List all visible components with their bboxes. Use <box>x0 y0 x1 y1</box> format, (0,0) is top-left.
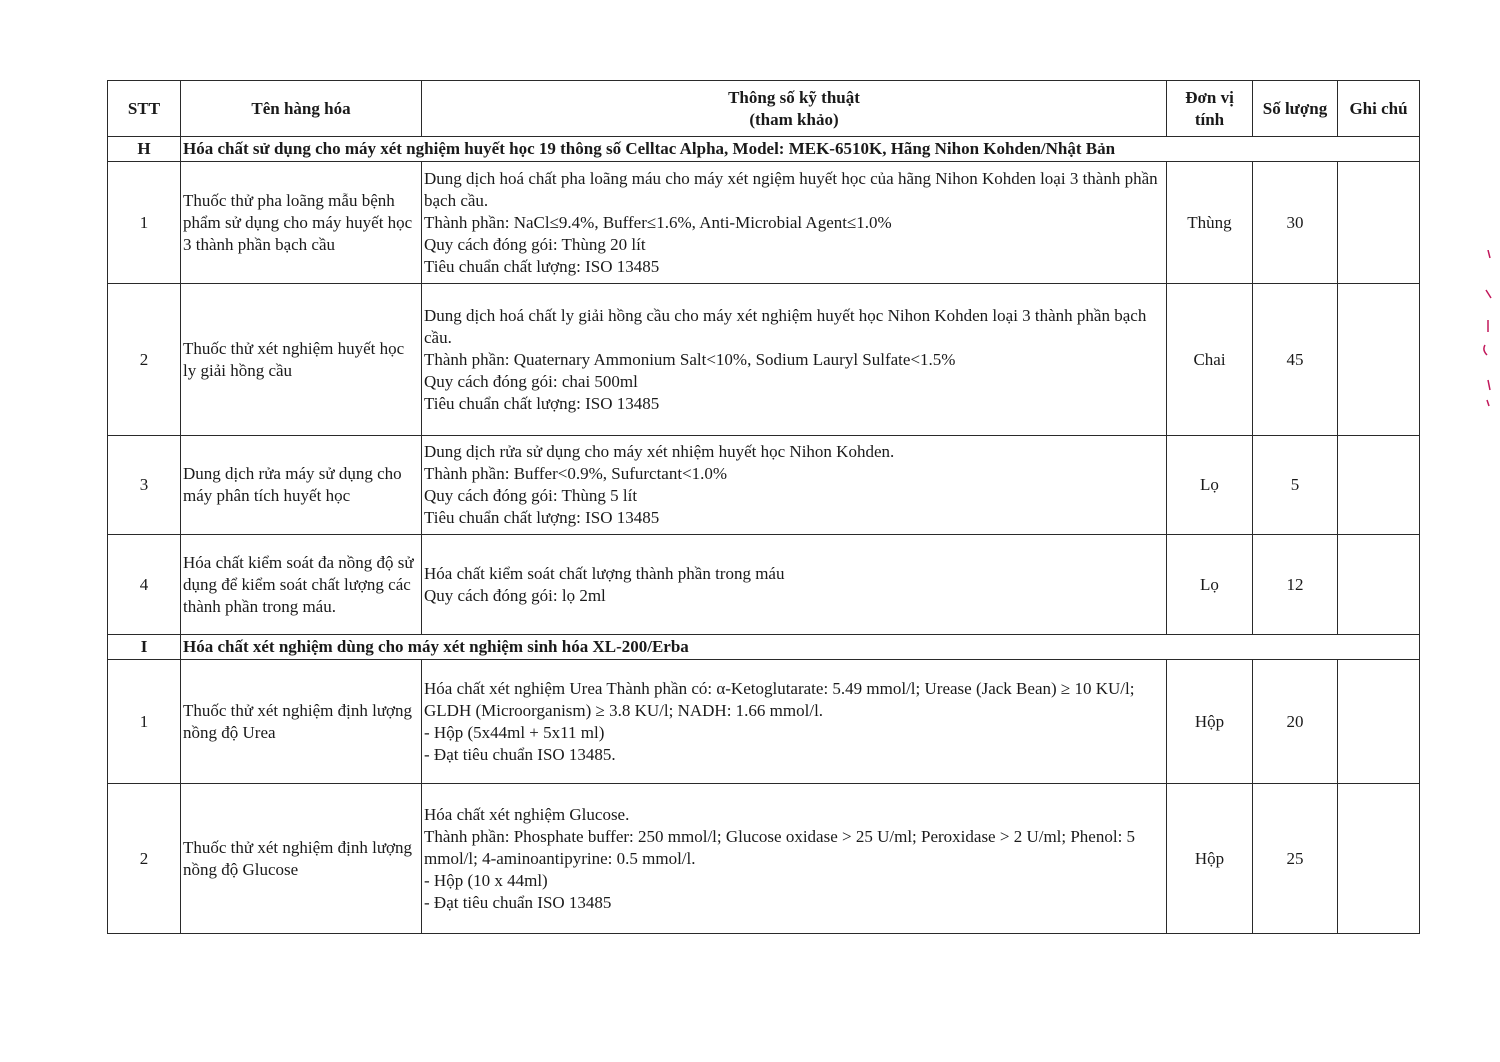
spec-line: Dung dịch hoá chất pha loãng máu cho máy xét ngiệm huyết học của hãng Nihon Kohden loại 3 thành phần bạch cầu. <box>424 168 1158 210</box>
header-unit-line2: tính <box>1194 109 1225 129</box>
section-row-h <box>108 137 1420 162</box>
row-note <box>1338 784 1420 934</box>
spec-line: - Hộp (5x44ml + 5x11 ml) <box>424 722 605 742</box>
section-code: I <box>108 635 181 660</box>
row-name: Thuốc thử xét nghiệm huyết học ly giải hồng cầu <box>181 284 422 436</box>
procurement-table <box>107 80 1420 934</box>
spec-line: Thành phần: Phosphate buffer: 250 mmol/l; Glucose oxidase > 25 U/ml; Peroxidase > 2 U/ml; Phenol: 5 mmol/l; 4-aminoantipyrine: 0.5 mmol/l. <box>424 826 1136 868</box>
row-spec <box>422 660 1167 784</box>
row-name: Hóa chất kiểm soát đa nồng độ sử dụng để kiểm soát chất lượng các thành phần trong máu. <box>181 535 422 635</box>
row-stt: 4 <box>108 535 181 635</box>
row-qty: 45 <box>1253 284 1338 436</box>
spec-line: - Hộp (10 x 44ml) <box>424 870 548 890</box>
row-qty: 5 <box>1253 436 1338 535</box>
spec-line: Tiêu chuẩn chất lượng: ISO 13485 <box>424 508 660 527</box>
header-stt: STT <box>108 81 181 137</box>
header-spec <box>422 81 1167 137</box>
spec-line: Dung dịch hoá chất ly giải hồng cầu cho máy xét nghiệm huyết học Nihon Kohden loại 3 thành phần bạch cầu. <box>424 305 1147 347</box>
spec-line: - Đạt tiêu chuẩn ISO 13485 <box>424 892 612 912</box>
row-note <box>1338 162 1420 284</box>
row-unit: Lọ <box>1167 436 1253 535</box>
row-stt: 2 <box>108 784 181 934</box>
section-title: Hóa chất sử dụng cho máy xét nghiệm huyết học 19 thông số Celltac Alpha, Model: MEK-6510K, Hãng Nihon Kohden/Nhật Bản <box>181 137 1420 162</box>
row-unit: Chai <box>1167 284 1253 436</box>
section-code: H <box>108 137 181 162</box>
row-note <box>1338 660 1420 784</box>
spec-line: Thành phần: NaCl≤9.4%, Buffer≤1.6%, Anti-Microbial Agent≤1.0% <box>424 212 892 232</box>
row-note <box>1338 436 1420 535</box>
spec-line: Hóa chất xét nghiệm Glucose. <box>424 804 630 824</box>
row-stt: 3 <box>108 436 181 535</box>
table-row <box>108 436 1420 535</box>
row-qty: 30 <box>1253 162 1338 284</box>
row-spec <box>422 784 1167 934</box>
row-spec <box>422 436 1167 535</box>
table-row <box>108 660 1420 784</box>
header-spec-line1: Thông số kỹ thuật <box>728 87 860 107</box>
spec-line: - Đạt tiêu chuẩn ISO 13485. <box>424 744 616 764</box>
row-unit: Lọ <box>1167 535 1253 635</box>
spec-line: Thành phần: Buffer<0.9%, Sufurctant<1.0% <box>424 464 728 483</box>
spec-line: Tiêu chuẩn chất lượng: ISO 13485 <box>424 393 660 413</box>
row-stt: 2 <box>108 284 181 436</box>
spec-line: Hóa chất xét nghiệm Urea Thành phần có: α-Ketoglutarate: 5.49 mmol/l; Urease (Jack Bean) ≥ 10 KU/l; GLDH (Microorganism) ≥ 3.8 KU/l; NADH: 1.66 mmol/l. <box>424 678 1135 720</box>
header-row <box>108 81 1420 137</box>
spec-line: Quy cách đóng gói: Thùng 5 lít <box>424 486 638 505</box>
row-unit: Thùng <box>1167 162 1253 284</box>
row-qty: 20 <box>1253 660 1338 784</box>
row-unit: Hộp <box>1167 784 1253 934</box>
row-unit: Hộp <box>1167 660 1253 784</box>
row-stt: 1 <box>108 162 181 284</box>
header-unit <box>1167 81 1253 137</box>
row-stt: 1 <box>108 660 181 784</box>
row-spec <box>422 535 1167 635</box>
row-name: Dung dịch rửa máy sử dụng cho máy phân tích huyết học <box>181 436 422 535</box>
spec-line: Tiêu chuẩn chất lượng: ISO 13485 <box>424 256 660 276</box>
row-spec <box>422 162 1167 284</box>
table-row <box>108 535 1420 635</box>
section-title: Hóa chất xét nghiệm dùng cho máy xét nghiệm sinh hóa XL-200/Erba <box>181 635 1420 660</box>
stamp-fragment-icon <box>1482 250 1494 410</box>
row-qty: 12 <box>1253 535 1338 635</box>
table-row <box>108 162 1420 284</box>
section-row-i <box>108 635 1420 660</box>
header-name: Tên hàng hóa <box>181 81 422 137</box>
spec-line: Dung dịch rửa sử dụng cho máy xét nhiệm huyết học Nihon Kohden. <box>424 442 895 461</box>
table-row <box>108 784 1420 934</box>
row-name: Thuốc thử xét nghiệm định lượng nồng độ Urea <box>181 660 422 784</box>
row-note <box>1338 535 1420 635</box>
header-spec-line2: (tham khảo) <box>749 109 839 129</box>
row-name: Thuốc thử xét nghiệm định lượng nồng độ Glucose <box>181 784 422 934</box>
row-spec <box>422 284 1167 436</box>
row-note <box>1338 284 1420 436</box>
header-note: Ghi chú <box>1338 81 1420 137</box>
spec-line: Quy cách đóng gói: Thùng 20 lít <box>424 234 646 254</box>
spec-line: Hóa chất kiểm soát chất lượng thành phần trong máu <box>424 563 785 583</box>
margin-stamp-mark <box>1482 250 1496 417</box>
row-name: Thuốc thử pha loãng mẫu bệnh phẩm sử dụng cho máy huyết học 3 thành phần bạch cầu <box>181 162 422 284</box>
header-qty: Số lượng <box>1253 81 1338 137</box>
spec-line: Quy cách đóng gói: lọ 2ml <box>424 585 606 605</box>
spec-line: Quy cách đóng gói: chai 500ml <box>424 371 638 391</box>
spec-line: Thành phần: Quaternary Ammonium Salt<10%, Sodium Lauryl Sulfate<1.5% <box>424 349 956 369</box>
row-qty: 25 <box>1253 784 1338 934</box>
table-row <box>108 284 1420 436</box>
header-unit-line1: Đơn vị <box>1185 87 1234 107</box>
